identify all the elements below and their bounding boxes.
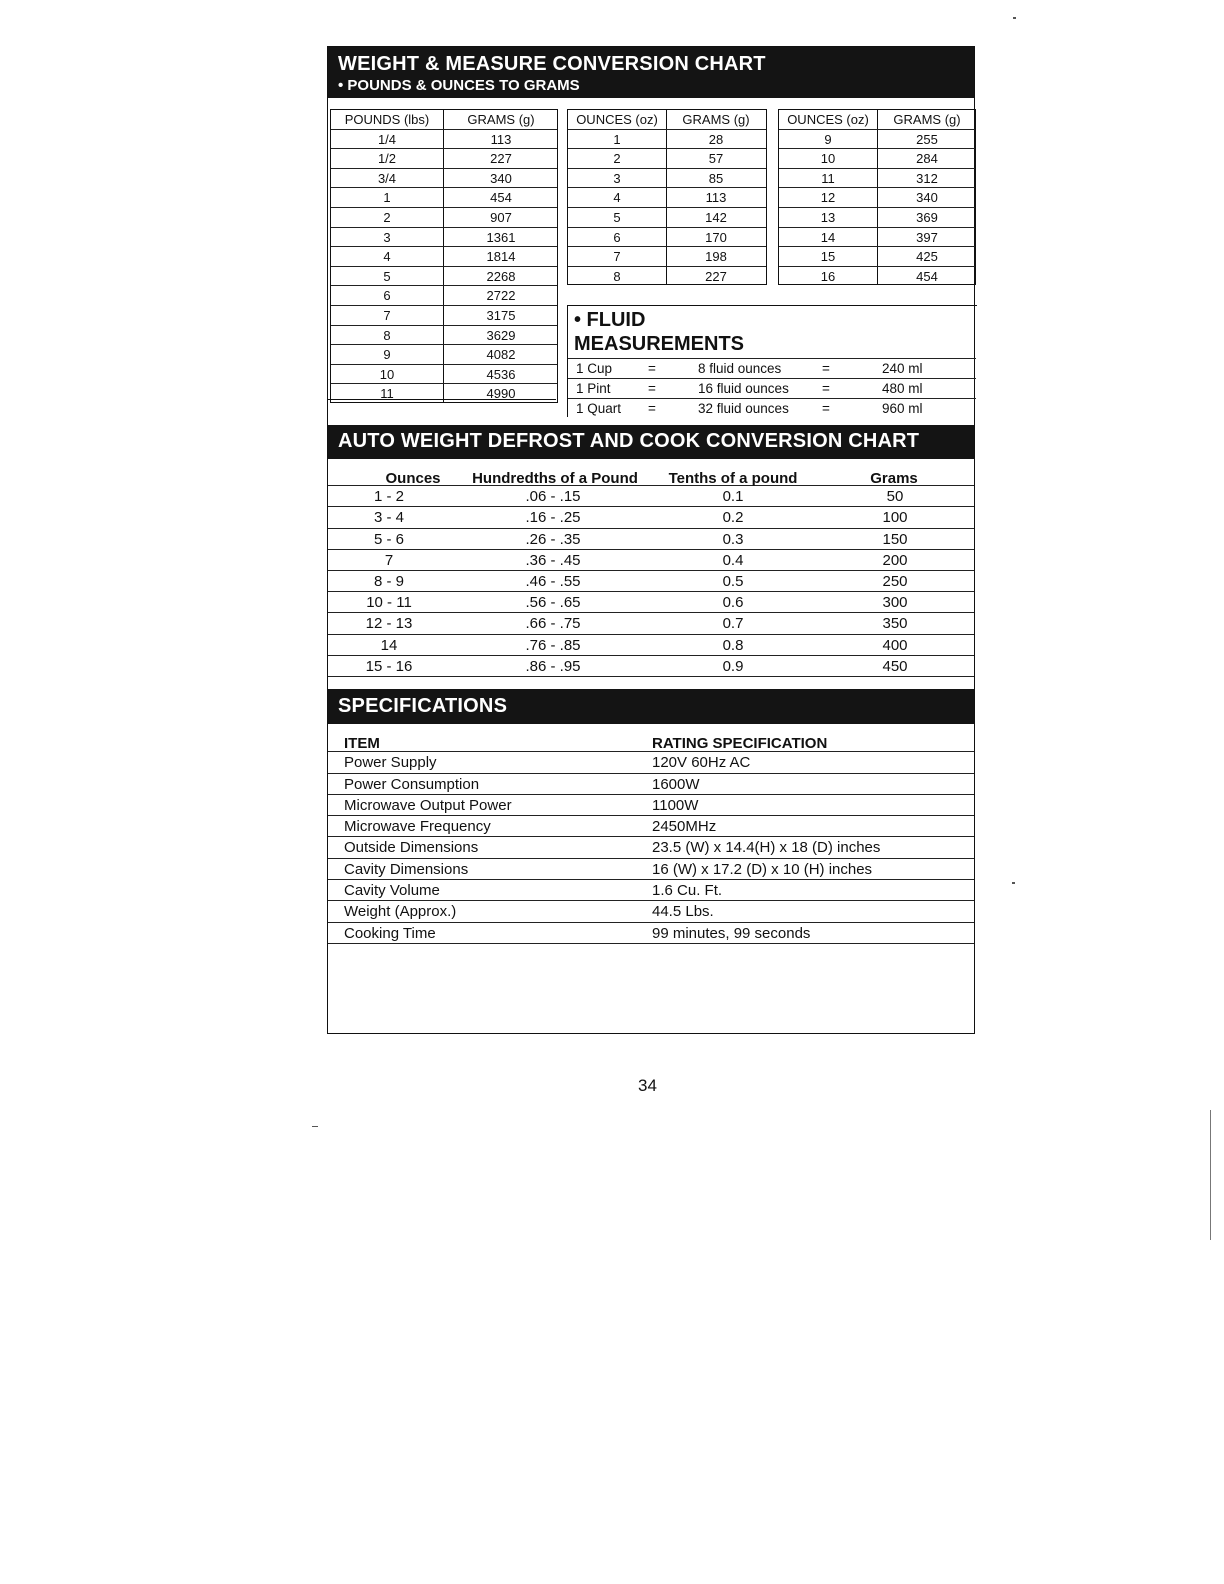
table-row <box>568 149 766 169</box>
table-cell: .06 - .15 <box>525 488 581 506</box>
table-row <box>331 130 557 150</box>
table-row <box>331 286 557 306</box>
table-row <box>331 306 557 326</box>
fluid-measurements <box>567 305 977 417</box>
fluid-ounces: 16 fluid ounces <box>698 381 789 396</box>
table-cell: 9 <box>824 131 832 147</box>
table-cell: .76 - .85 <box>525 636 581 654</box>
table-cell: 57 <box>708 151 724 167</box>
table-cell: 15 - 16 <box>365 657 413 675</box>
table-cell: 7 <box>613 249 621 265</box>
table-cell: 907 <box>490 209 512 225</box>
col-header: GRAMS (g) <box>467 112 535 127</box>
table-row <box>331 267 557 287</box>
table-cell: 6 <box>383 288 391 304</box>
table-cell: 350 <box>882 615 908 633</box>
table-cell: 150 <box>882 530 908 548</box>
table-cell: 1/2 <box>377 151 397 167</box>
table-row <box>328 880 974 901</box>
scan-speck <box>1012 882 1015 884</box>
table-cell: 11 <box>380 386 394 402</box>
defrost-chart-title: AUTO WEIGHT DEFROST AND COOK CONVERSION CHART <box>338 430 920 452</box>
table-cell: 0.8 <box>722 636 744 654</box>
weight-chart-subtitle: • POUNDS & OUNCES TO GRAMS <box>338 77 580 94</box>
ounces-table-1 <box>567 109 767 285</box>
fluid-ml: 240 ml <box>882 361 923 376</box>
table-row <box>328 550 974 571</box>
table-cell: 14 <box>380 636 398 654</box>
fluid-row <box>568 398 976 418</box>
spec-rating: 44.5 Lbs. <box>652 903 714 921</box>
table-row <box>328 613 974 634</box>
table-cell: 4536 <box>486 366 516 382</box>
table-row <box>331 365 557 385</box>
table-cell: 3/4 <box>377 170 397 186</box>
table-cell: 170 <box>705 229 727 245</box>
table-header-row <box>568 110 766 130</box>
table-cell: 7 <box>383 307 391 323</box>
table-cell: 1 <box>613 131 621 147</box>
table-cell: 454 <box>490 190 512 206</box>
table-cell: 340 <box>916 190 938 206</box>
table-row <box>779 149 975 169</box>
table-row <box>328 859 974 880</box>
table-cell: 3175 <box>486 307 516 323</box>
equals-sign: = <box>648 361 656 376</box>
spec-item: Microwave Frequency <box>344 818 491 836</box>
col-header: GRAMS (g) <box>893 112 961 127</box>
table-cell: 9 <box>383 347 391 363</box>
table-cell: 100 <box>882 509 908 527</box>
table-header-row <box>331 110 557 130</box>
table-cell: 5 <box>383 268 391 284</box>
table-cell: 113 <box>490 131 512 147</box>
spec-item: Power Supply <box>344 754 437 772</box>
equals-sign: = <box>648 381 656 396</box>
table-cell: 0.4 <box>722 551 744 569</box>
specifications-table <box>328 731 974 944</box>
fluid-unit: 1 Cup <box>576 361 613 376</box>
equals-sign: = <box>648 401 656 416</box>
scan-speck <box>1013 17 1016 19</box>
table-row <box>328 774 974 795</box>
spec-rating: 1100W <box>652 796 699 814</box>
table-cell: 255 <box>916 131 938 147</box>
fluid-ml: 480 ml <box>882 381 923 396</box>
spec-rating: 99 minutes, 99 seconds <box>652 924 811 942</box>
table-cell: 8 <box>613 268 621 284</box>
table-cell: 12 <box>820 190 836 206</box>
table-cell: 1 - 2 <box>373 488 404 506</box>
table-cell: .46 - .55 <box>525 572 581 590</box>
table-cell: 227 <box>490 151 512 167</box>
spec-item: Outside Dimensions <box>344 839 479 857</box>
spec-rating: 2450MHz <box>652 818 717 836</box>
spec-item: Cavity Volume <box>344 882 440 900</box>
table-row <box>331 326 557 346</box>
table-row <box>328 571 974 592</box>
table-row <box>568 267 766 287</box>
table-cell: 85 <box>708 170 724 186</box>
defrost-header-row <box>328 465 974 486</box>
table-cell: 454 <box>916 268 938 284</box>
table-row <box>328 592 974 613</box>
table-cell: 113 <box>705 190 727 206</box>
table-cell: 0.7 <box>722 615 744 633</box>
table-cell: 3 - 4 <box>373 509 404 527</box>
table-cell: 4082 <box>486 347 516 363</box>
equals-sign: = <box>822 381 830 396</box>
spec-header-row <box>328 731 974 752</box>
table-cell: 10 <box>820 151 836 167</box>
table-cell: 0.9 <box>722 657 744 675</box>
table-cell: 0.1 <box>722 488 744 506</box>
fluid-row <box>568 358 976 378</box>
table-row <box>568 130 766 150</box>
table-cell: 50 <box>886 488 904 506</box>
table-cell: 312 <box>916 170 938 186</box>
spec-item: Cooking Time <box>344 924 436 942</box>
scan-speck <box>1210 1110 1211 1240</box>
weight-chart-header <box>328 47 974 98</box>
table-cell: 0.5 <box>722 572 744 590</box>
col-header: Ounces <box>385 470 441 487</box>
spec-item: Weight (Approx.) <box>344 903 457 921</box>
spec-rating: 23.5 (W) x 14.4(H) x 18 (D) inches <box>652 839 881 857</box>
fluid-ml: 960 ml <box>882 401 923 416</box>
table-cell: 8 <box>383 327 391 343</box>
table-cell: 5 - 6 <box>373 530 404 548</box>
spec-rating: 1.6 Cu. Ft. <box>652 882 723 900</box>
table-cell: 2 <box>613 151 621 167</box>
table-row <box>328 752 974 773</box>
table-row <box>331 384 557 404</box>
table-row <box>328 837 974 858</box>
table-cell: 400 <box>882 636 908 654</box>
table-row <box>779 188 975 208</box>
table-cell: 3 <box>383 229 391 245</box>
table-cell: 0.3 <box>722 530 744 548</box>
table-cell: 1814 <box>486 249 516 265</box>
fluid-unit: 1 Pint <box>576 381 611 396</box>
table-row <box>568 208 766 228</box>
table-cell: 4 <box>613 190 621 206</box>
fluid-unit: 1 Quart <box>576 401 622 416</box>
page-number: 34 <box>638 1076 657 1095</box>
table-cell: 4990 <box>486 386 516 402</box>
table-cell: 3 <box>613 170 621 186</box>
table-row <box>568 188 766 208</box>
table-row <box>779 247 975 267</box>
spec-rating: 16 (W) x 17.2 (D) x 10 (H) inches <box>652 860 873 878</box>
spec-item: Power Consumption <box>344 775 480 793</box>
col-header: Tenths of a pound <box>668 470 798 487</box>
weight-chart-title: WEIGHT & MEASURE CONVERSION CHART <box>338 53 766 75</box>
col-header: OUNCES (oz) <box>787 112 869 127</box>
table-cell: 2 <box>383 209 391 225</box>
table-cell: 425 <box>916 249 938 265</box>
defrost-chart-header <box>328 425 974 459</box>
table-cell: 5 <box>613 209 621 225</box>
table-cell: 397 <box>916 229 938 245</box>
table-row <box>779 267 975 287</box>
table-cell: .36 - .45 <box>525 551 581 569</box>
table-cell: 2722 <box>486 288 516 304</box>
table-cell: 450 <box>882 657 908 675</box>
table-cell: 340 <box>490 170 512 186</box>
ounces-table-2 <box>778 109 976 285</box>
table-cell: 12 - 13 <box>365 615 413 633</box>
table-row <box>779 130 975 150</box>
fluid-ounces: 8 fluid ounces <box>698 361 782 376</box>
fluid-ounces: 32 fluid ounces <box>698 401 789 416</box>
table-cell: 198 <box>705 249 727 265</box>
table-cell: 7 <box>384 551 394 569</box>
col-header: RATING SPECIFICATION <box>652 735 828 752</box>
col-header: OUNCES (oz) <box>576 112 658 127</box>
equals-sign: = <box>822 401 830 416</box>
table-cell: .66 - .75 <box>525 615 581 633</box>
table-row <box>328 486 974 507</box>
table-row <box>331 345 557 365</box>
table-row <box>328 507 974 528</box>
scan-speck <box>312 1126 318 1127</box>
manual-page-frame <box>327 46 975 1034</box>
table-row <box>328 635 974 656</box>
table-cell: 227 <box>705 268 727 284</box>
table-cell: 10 <box>379 366 395 382</box>
spec-item: Cavity Dimensions <box>344 860 469 878</box>
table-cell: 200 <box>882 551 908 569</box>
table-cell: .86 - .95 <box>525 657 581 675</box>
table-cell: 10 - 11 <box>366 594 412 612</box>
table-row <box>779 169 975 189</box>
table-row <box>328 816 974 837</box>
table-cell: 4 <box>383 249 391 265</box>
table-cell: 1 <box>383 190 391 206</box>
table-cell: 0.2 <box>722 509 744 527</box>
table-cell: 300 <box>882 594 908 612</box>
table-cell: 8 - 9 <box>373 572 404 590</box>
fluid-title-line1: • FLUID <box>574 309 646 331</box>
table-row <box>331 208 557 228</box>
table-cell: 1/4 <box>377 131 397 147</box>
table-cell: 1361 <box>486 229 516 245</box>
table-cell: 6 <box>613 229 621 245</box>
table-row <box>328 923 974 944</box>
table-row <box>331 228 557 248</box>
table-row <box>568 228 766 248</box>
table-cell: 142 <box>705 209 727 225</box>
col-header: ITEM <box>344 735 380 752</box>
table-cell: 16 <box>820 268 836 284</box>
table-cell: 13 <box>820 209 836 225</box>
equals-sign: = <box>822 361 830 376</box>
fluid-title <box>574 308 744 356</box>
table-cell: 0.6 <box>722 594 744 612</box>
table-row <box>328 656 974 677</box>
table-cell: 28 <box>708 131 724 147</box>
table-cell: 284 <box>916 151 938 167</box>
defrost-table <box>328 465 974 677</box>
table-row <box>568 247 766 267</box>
specifications-title: SPECIFICATIONS <box>338 695 508 717</box>
fluid-row <box>568 378 976 398</box>
fluid-title-line2: MEASUREMENTS <box>574 333 745 355</box>
specifications-header <box>328 689 974 724</box>
table-row <box>328 795 974 816</box>
pounds-table <box>330 109 558 403</box>
table-row <box>331 169 557 189</box>
table-cell: .26 - .35 <box>525 530 581 548</box>
spec-item: Microwave Output Power <box>344 796 512 814</box>
table-header-row <box>779 110 975 130</box>
spec-rating: 120V 60Hz AC <box>652 754 751 772</box>
table-cell: 14 <box>820 229 836 245</box>
table-cell: 11 <box>821 170 835 186</box>
table-cell: 250 <box>882 572 908 590</box>
table-cell: 369 <box>916 209 938 225</box>
table-row <box>779 208 975 228</box>
table-cell: 15 <box>820 249 836 265</box>
spec-rating: 1600W <box>652 775 700 793</box>
table-row <box>328 901 974 922</box>
table-row <box>568 169 766 189</box>
table-row <box>331 149 557 169</box>
col-header: POUNDS (lbs) <box>344 112 430 127</box>
table-cell: .56 - .65 <box>525 594 581 612</box>
col-header: Grams <box>870 470 918 487</box>
table-row <box>331 247 557 267</box>
col-header: GRAMS (g) <box>682 112 750 127</box>
table-row <box>331 188 557 208</box>
table-row <box>328 529 974 550</box>
table-cell: .16 - .25 <box>525 509 581 527</box>
table-cell: 3629 <box>486 327 516 343</box>
table-row <box>779 228 975 248</box>
col-header: Hundredths of a Pound <box>472 470 638 487</box>
table-cell: 2268 <box>486 268 516 284</box>
